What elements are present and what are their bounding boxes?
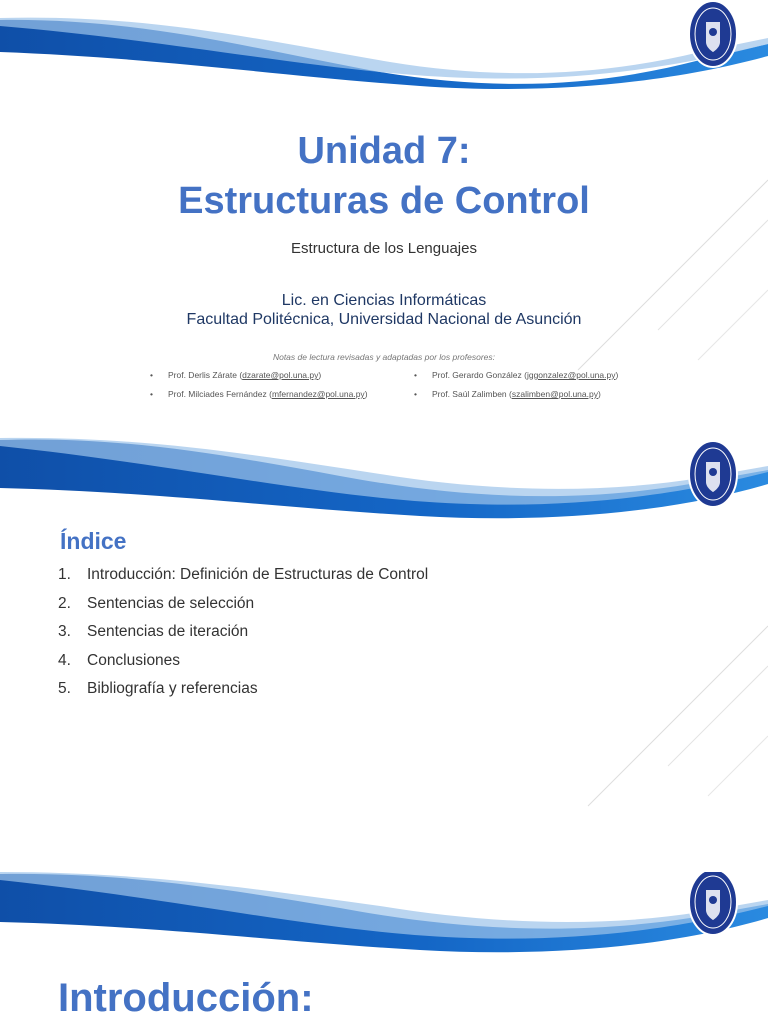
index-item: 5. Bibliografía y referencias: [58, 680, 258, 697]
notes-heading: Notas de lectura revisadas y adaptadas por los profesores:: [272, 352, 496, 362]
course-subtitle: Estructura de los Lenguajes: [291, 240, 477, 257]
university-seal-icon: [688, 872, 738, 936]
index-item: 2. Sentencias de selección: [58, 594, 255, 612]
professor-email-link[interactable]: szalimben@pol.una.py: [511, 389, 598, 399]
professor-email-link[interactable]: jggonzalez@pol.una.py: [526, 370, 616, 380]
wave-banner: [0, 436, 768, 536]
slide-introduction: [0, 872, 768, 1024]
index-list: [58, 566, 428, 709]
index-item: 1. Introducción: Definición de Estructuras de Control: [58, 566, 429, 583]
wave-banner: [0, 872, 768, 972]
slide-title: [0, 0, 768, 436]
slide-index: [0, 436, 768, 872]
wave-banner: [0, 0, 768, 100]
index-heading: Índice: [60, 528, 127, 554]
professor-email-link[interactable]: mfernandez@pol.una.py: [271, 389, 365, 399]
professor-email-link[interactable]: dzarate@pol.una.py: [242, 370, 319, 380]
introduction-heading: Introducción:: [58, 976, 314, 1020]
university-seal-icon: [688, 440, 738, 508]
professor-item: • Prof. Milciades Fernández (mfernandez@pol.una.py): [150, 389, 368, 399]
professor-item: • Prof. Gerardo González (jggonzalez@pol.una.py): [414, 370, 619, 380]
professor-item: • Prof. Derlis Zárate (dzarate@pol.una.py): [150, 370, 322, 380]
faculty-name: Facultad Politécnica, Universidad Nacional de Asunción: [186, 311, 582, 328]
professor-item: • Prof. Saúl Zalimben (szalimben@pol.una.py): [414, 389, 601, 399]
university-seal-icon: [688, 0, 738, 68]
slide-title-line2: Estructuras de Control: [178, 180, 590, 222]
index-item: 3. Sentencias de iteración: [58, 623, 249, 640]
slide-title-line1: Unidad 7:: [297, 130, 471, 172]
index-item: 4. Conclusiones: [58, 651, 181, 669]
decorative-lines: [508, 576, 768, 846]
program-name: Lic. en Ciencias Informáticas: [281, 292, 487, 309]
